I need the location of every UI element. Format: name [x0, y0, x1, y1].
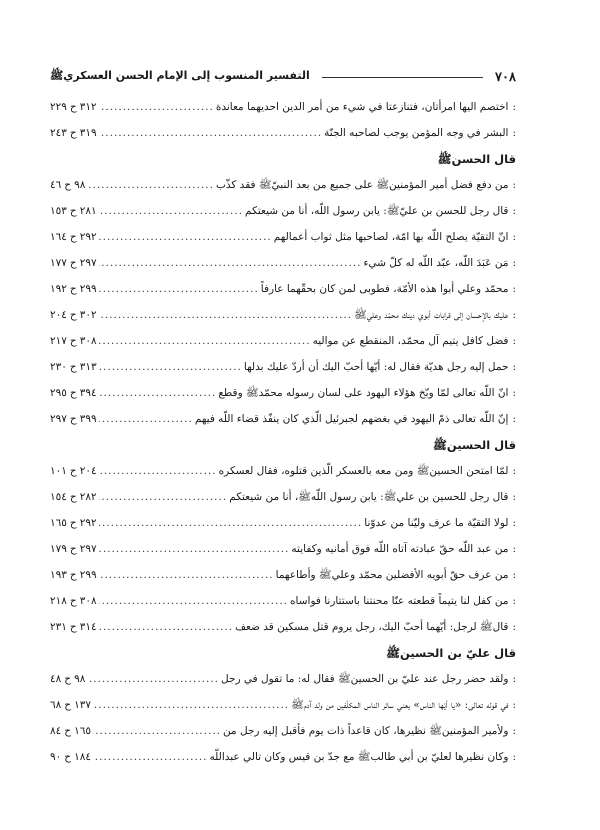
leader-dots: [99, 536, 290, 562]
entry-text: ولأمير المؤمنين‌ﷺ نظيرها، كان قاعداً ذات يوم فأقبل إليه رجل من: [223, 725, 509, 737]
entry-text: حمل إليه رجل هديّة فقال له: أيّها أحبّ اليك أن أردّ عليك بدلها: [243, 361, 509, 373]
index-entry: [50, 198, 516, 224]
entry-reference: [50, 354, 97, 380]
page-reference: ٢٨١: [79, 205, 97, 217]
leader-dots: [99, 94, 214, 120]
entry-text: اختصم اليها امرأتان، فتنازعتا في شيء من أمر الدين احديهما معاندة: [215, 101, 509, 113]
entry-text: البشر في وجه المؤمن يوجب لصاحبه الجنّة: [324, 127, 509, 139]
leader-dots: [93, 718, 221, 744]
entry-reference: [50, 302, 97, 328]
hadith-number: ٢٩٥: [50, 387, 67, 399]
index-entry: [50, 510, 516, 536]
hadith-prefix: ح: [69, 231, 77, 243]
entry-text: من عرف حقّ أبويه الأفضلين محمّد وعلي‌ﷺ وأطاعهما: [275, 569, 509, 581]
entry-bullet: :: [512, 127, 516, 139]
page-reference: ٢٩٩: [79, 569, 97, 581]
hadith-number: ١٩٣: [50, 569, 67, 581]
hadith-number: ٦٨: [50, 699, 62, 711]
entry-text: في قوله تعالى: «يا أيّها الناس» يعني سائر الناس المكلّفين من ولد آدم‌ﷺ: [291, 699, 509, 711]
index-entry: [50, 380, 516, 406]
entry-text: انّ اللّه تعالى لمّا وبّخ هؤلاء اليهود على لسان رسوله محمّد‌ﷺ وقطع: [218, 387, 509, 399]
index-entry: [50, 744, 516, 770]
page-reference: ٣٠٨: [79, 595, 97, 607]
entry-bullet: :: [512, 231, 516, 243]
page-reference: ٣١٤: [79, 621, 97, 633]
hadith-number: ٢١٨: [50, 595, 67, 607]
entry-bullet: :: [512, 257, 516, 269]
hadith-prefix: ح: [64, 179, 72, 191]
index-entry: [50, 94, 516, 120]
index-entry: [50, 588, 516, 614]
hadith-number: ٨٤: [50, 725, 62, 737]
hadith-prefix: ح: [69, 387, 77, 399]
section-heading: قال الحسين‌ﷺ: [432, 438, 516, 452]
index-entry: [50, 484, 516, 510]
entry-text: من كفل لنا يتيماً قطعته عنّا محنتنا باستتارنا فواساه: [290, 595, 509, 607]
entry-text: ولقد حضر رجل عند عليّ بن الحسين‌ﷺ فقال له: ما تقول في رجل: [221, 673, 509, 685]
page-reference: ٢٠٤: [79, 465, 97, 477]
hadith-prefix: ح: [69, 309, 77, 321]
index-entry: [50, 250, 516, 276]
leader-dots: [87, 666, 219, 692]
hadith-prefix: ح: [69, 569, 77, 581]
hadith-prefix: ح: [69, 413, 77, 425]
page-reference: ٣٠٢: [79, 309, 97, 321]
entry-reference: [50, 328, 97, 354]
entry-reference: [50, 718, 91, 744]
leader-dots: [99, 276, 259, 302]
page-header: [50, 66, 516, 88]
leader-dots: [99, 120, 323, 146]
hadith-prefix: ح: [69, 595, 77, 607]
hadith-number: ٢٣١: [50, 621, 67, 633]
entry-text: فضل كافل يتيم آل محمّد، المنقطع عن مواليه: [312, 335, 509, 347]
entry-bullet: :: [512, 595, 516, 607]
leader-dots: [99, 562, 274, 588]
entry-text: محمّد وعلي أبوا هذه الأمّة، فطوبى لمن كان بحقّهما عارفاً: [260, 283, 509, 295]
page-reference: ٢٩٧: [79, 257, 97, 269]
index-entry: [50, 172, 516, 198]
entry-bullet: :: [512, 179, 516, 191]
entry-bullet: :: [512, 517, 516, 529]
index-entry: [50, 692, 516, 718]
hadith-prefix: ح: [64, 673, 72, 685]
entry-text: قال‌ﷺ لرجل: أيّهما أحبّ اليك، رجل يروم قتل مسكين قد ضعف: [235, 621, 509, 633]
hadith-prefix: ح: [69, 335, 77, 347]
leader-dots: [93, 692, 289, 718]
entry-reference: [50, 250, 97, 276]
page-reference: ٢٩٧: [79, 543, 97, 555]
hadith-prefix: ح: [69, 465, 77, 477]
hadith-prefix: ح: [64, 751, 72, 763]
index-entry: [50, 224, 516, 250]
entry-reference: [50, 198, 97, 224]
hadith-number: ٢٠٤: [50, 309, 67, 321]
hadith-number: ١٠١: [50, 465, 67, 477]
entry-reference: [50, 536, 97, 562]
leader-dots: [93, 744, 208, 770]
entry-bullet: :: [512, 283, 516, 295]
hadith-number: ١٦٥: [50, 517, 67, 529]
entry-bullet: :: [512, 491, 516, 503]
entry-text: قال رجل للحسن بن عليّ‌ﷺ: يابن رسول اللّه، أنا من شيعتكم: [245, 205, 509, 217]
hadith-number: ٢١٧: [50, 335, 67, 347]
page-reference: ١٦٥: [74, 725, 91, 737]
hadith-number: ٤٦: [50, 179, 62, 191]
hadith-prefix: ح: [64, 725, 72, 737]
entry-bullet: :: [512, 621, 516, 633]
hadith-number: ١٥٣: [50, 205, 67, 217]
index-entry: [50, 328, 516, 354]
index-entry: [50, 120, 516, 146]
entry-text: وكان نظيرها لعليّ بن أبي طالب‌ﷺ مع جدّ بن قيس وكان تالي عبداللّه: [209, 751, 509, 763]
page-reference: ٢٩٩: [79, 283, 97, 295]
entry-reference: [50, 94, 97, 120]
leader-dots: [99, 484, 228, 510]
page-reference: ١٨٤: [74, 751, 91, 763]
entry-text: مَن عَبَدَ اللّه، عبّد اللّه له كلّ شيء: [363, 257, 509, 269]
entry-reference: [50, 120, 97, 146]
index-entry: [50, 536, 516, 562]
entry-bullet: :: [512, 387, 516, 399]
entry-reference: [50, 380, 97, 406]
hadith-number: ١٥٤: [50, 491, 67, 503]
hadith-prefix: ح: [69, 205, 77, 217]
entry-bullet: :: [512, 465, 516, 477]
hadith-prefix: ح: [69, 543, 77, 555]
leader-dots: [99, 458, 217, 484]
page-reference: ٢٩٢: [79, 231, 97, 243]
leader-dots: [99, 510, 363, 536]
leader-dots: [87, 172, 214, 198]
entry-reference: [50, 744, 91, 770]
entry-text: لولا التقيّة ما عرف وليّنا من عدوّنا: [364, 517, 509, 529]
entry-text: من عبد اللّه حقّ عبادته آتاه اللّه فوق أمانيه وكفايته: [291, 543, 509, 555]
leader-dots: [99, 250, 362, 276]
entry-text: من دفع فضل أمير المؤمنين‌ﷺ على جميع من بعد النبيّ‌ﷺ فقد كذّب: [215, 179, 509, 191]
entry-reference: [50, 172, 85, 198]
hadith-number: ١٧٧: [50, 257, 67, 269]
entry-reference: [50, 588, 97, 614]
entry-reference: [50, 406, 97, 432]
entry-text: قال رجل للحسين بن علي‌ﷺ: يابن رسول اللّه‌ﷺ، أنا من شيعتكم: [229, 491, 509, 503]
section-heading: قال الحسن‌ﷺ: [437, 152, 516, 166]
entry-bullet: :: [512, 673, 516, 685]
index-entry: [50, 562, 516, 588]
hadith-number: ٤٨: [50, 673, 62, 685]
entry-bullet: :: [512, 543, 516, 555]
entry-reference: [50, 484, 97, 510]
index-entry: [50, 276, 516, 302]
hadith-prefix: ح: [69, 517, 77, 529]
entry-reference: [50, 276, 97, 302]
hadith-number: ٢٩٧: [50, 413, 67, 425]
page-reference: ٣٩٤: [79, 387, 97, 399]
entry-reference: [50, 692, 91, 718]
page-reference: ٣١٣: [79, 361, 97, 373]
page-reference: ٩٨: [74, 179, 86, 191]
hadith-number: ١٩٢: [50, 283, 67, 295]
entry-bullet: :: [512, 101, 516, 113]
hadith-prefix: ح: [64, 699, 72, 711]
entry-bullet: :: [512, 751, 516, 763]
entry-bullet: :: [512, 335, 516, 347]
leader-dots: [99, 224, 272, 250]
index-entry: [50, 666, 516, 692]
index-entry: [50, 614, 516, 640]
leader-dots: [99, 354, 242, 380]
hadith-number: ٢٤٣: [50, 127, 67, 139]
page-reference: ١٣٧: [74, 699, 91, 711]
entry-bullet: :: [512, 699, 516, 711]
leader-dots: [99, 614, 233, 640]
page-reference: ٣٩٩: [79, 413, 97, 425]
hadith-prefix: ح: [69, 101, 77, 113]
entry-text: إنّ اللّه تعالى ذمّ اليهود في بغضهم لجبرئيل الّذي كان ينفّذ قضاء اللّه فيهم: [194, 413, 509, 425]
entry-reference: [50, 458, 97, 484]
page-reference: ٣١٢: [79, 101, 97, 113]
leader-dots: [99, 406, 193, 432]
entry-text: لمّا امتحن الحسين‌ﷺ ومن معه بالعسكر الّذين قتلوه، فقال لعسكره: [218, 465, 509, 477]
page-reference: ٣٠٨: [79, 335, 97, 347]
page-reference: ٢٩٢: [79, 517, 97, 529]
index-content: [50, 94, 516, 770]
running-title: التفسير المنسوب إلى الإمام الحسن العسكري‌ﷺ: [50, 69, 310, 82]
index-entry: [50, 302, 516, 328]
hadith-prefix: ح: [69, 283, 77, 295]
entry-bullet: :: [512, 725, 516, 737]
hadith-prefix: ح: [69, 361, 77, 373]
entry-reference: [50, 562, 97, 588]
entry-bullet: :: [512, 413, 516, 425]
hadith-prefix: ح: [69, 257, 77, 269]
hadith-prefix: ح: [69, 491, 77, 503]
hadith-number: ١٧٩: [50, 543, 67, 555]
leader-dots: [99, 380, 217, 406]
page-reference: ٩٨: [74, 673, 86, 685]
entry-reference: [50, 224, 97, 250]
page-reference: ٢٨٢: [79, 491, 97, 503]
index-entry: [50, 718, 516, 744]
hadith-prefix: ح: [69, 621, 77, 633]
entry-reference: [50, 510, 97, 536]
page-number: ٧٠٨: [495, 69, 516, 85]
leader-dots: [99, 198, 243, 224]
hadith-number: ٩٠: [50, 751, 62, 763]
page-reference: ٣١٩: [79, 127, 97, 139]
leader-dots: [99, 302, 352, 328]
hadith-number: ٢٣٠: [50, 361, 67, 373]
entry-bullet: :: [512, 309, 516, 321]
entry-text: انّ التقيّة يصلح اللّه بها امّة، لصاحبها مثل ثواب أعمالهم: [273, 231, 509, 243]
header-rule: [322, 77, 483, 78]
entry-bullet: :: [512, 569, 516, 581]
hadith-number: ١٦٤: [50, 231, 67, 243]
hadith-prefix: ح: [69, 127, 77, 139]
index-entry: [50, 458, 516, 484]
hadith-number: ٢٢٩: [50, 101, 67, 113]
entry-bullet: :: [512, 205, 516, 217]
leader-dots: [99, 588, 288, 614]
section-heading: قال عليّ بن الحسين‌ﷺ: [386, 646, 516, 660]
entry-reference: [50, 666, 85, 692]
index-entry: [50, 354, 516, 380]
entry-bullet: :: [512, 361, 516, 373]
entry-text: عليك بالإحسان إلى قرابات أبوي دينك محمّد وعلي‌ﷺ: [354, 309, 509, 321]
entry-reference: [50, 614, 97, 640]
index-entry: [50, 406, 516, 432]
leader-dots: [99, 328, 311, 354]
